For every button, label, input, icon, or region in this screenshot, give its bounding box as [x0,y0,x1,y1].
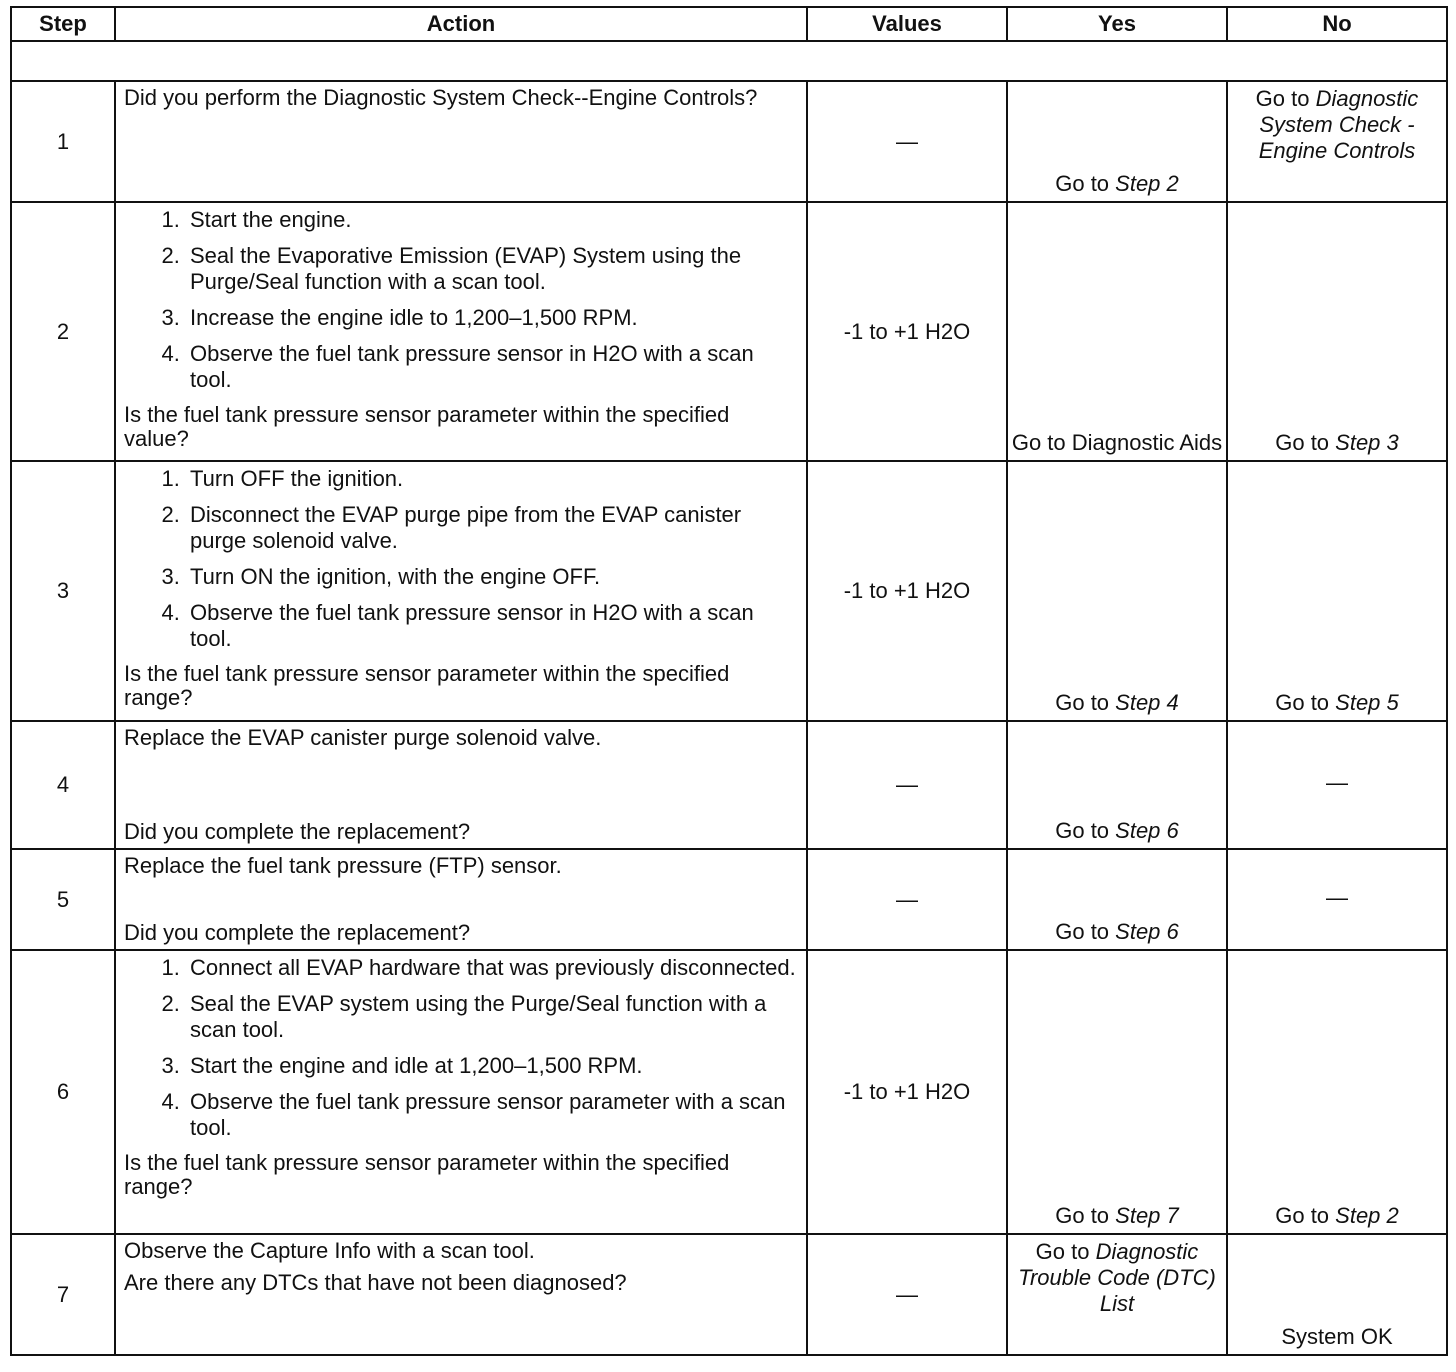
no-cell [1227,461,1447,721]
no-cell [1227,950,1447,1234]
no-prefix: Go to [1275,430,1336,455]
action-text: Did you perform the Diagnostic System Check--Engine Controls? [124,85,758,110]
spacer-cell [11,41,1447,81]
header-step: Step [11,7,115,41]
action-list [124,955,798,1141]
action-item: 3. Turn ON the ignition, with the engine OFF. [186,564,798,590]
no-prefix: Go to [1275,1203,1336,1228]
action-cell [115,81,807,202]
table-row [11,202,1447,461]
values-cell: — [807,721,1007,849]
action-item: 4. Observe the fuel tank pressure sensor parameter with a scan tool. [186,1089,798,1141]
step-cell: 6 [11,950,115,1234]
action-list [124,207,798,393]
table-row [11,950,1447,1234]
action-cell [115,1234,807,1355]
yes-cell[interactable]: Go to Diagnostic Aids [1007,202,1227,461]
action-text: Observe the Capture Info with a scan tool. [124,1238,535,1263]
step-cell: 5 [11,849,115,950]
yes-prefix: Go to [1055,919,1116,944]
no-cell [1227,202,1447,461]
no-prefix: Go to [1255,86,1316,111]
action-question: Did you complete the replacement? [124,819,471,844]
action-item: 4. Observe the fuel tank pressure sensor in H2O with a scan tool. [186,341,798,393]
yes-cell [1007,461,1227,721]
no-link[interactable]: Step 5 [1335,690,1399,715]
action-list [124,466,798,652]
yes-link[interactable]: Step 6 [1115,818,1179,843]
yes-prefix: Go to [1055,1203,1116,1228]
yes-link[interactable]: Step 4 [1115,690,1179,715]
header-no: No [1227,7,1447,41]
values-cell: — [807,81,1007,202]
yes-cell [1007,950,1227,1234]
yes-link[interactable]: Step 7 [1115,1203,1179,1228]
step-cell: 4 [11,721,115,849]
no-cell: System OK [1227,1234,1447,1355]
table-row [11,721,1447,849]
table-row [11,849,1447,950]
action-item: 1. Connect all EVAP hardware that was previously disconnected. [186,955,798,981]
yes-prefix: Go to [1055,818,1116,843]
yes-prefix: Go to [1055,171,1116,196]
no-prefix: Go to [1275,690,1336,715]
spacer-row [11,41,1447,81]
action-item: 2. Seal the Evaporative Emission (EVAP) System using the Purge/Seal function with a scan tool. [186,243,798,295]
step-cell: 2 [11,202,115,461]
no-cell [1227,81,1447,202]
action-text: Replace the fuel tank pressure (FTP) sensor. [124,853,562,878]
values-cell: -1 to +1 H2O [807,202,1007,461]
action-item: 2. Disconnect the EVAP purge pipe from the EVAP canister purge solenoid valve. [186,502,798,554]
action-question: Is the fuel tank pressure sensor parameter within the specified range? [124,1150,730,1199]
yes-cell [1007,721,1227,849]
no-link[interactable]: Step 3 [1335,430,1399,455]
yes-link[interactable]: Step 2 [1115,171,1179,196]
action-question: Are there any DTCs that have not been diagnosed? [124,1270,627,1295]
yes-link[interactable]: Step 6 [1115,919,1179,944]
header-values: Values [807,7,1007,41]
yes-cell [1007,1234,1227,1355]
action-box [124,726,798,844]
action-item: 1. Start the engine. [186,207,798,233]
table-row [11,1234,1447,1355]
action-cell [115,461,807,721]
action-item: 3. Start the engine and idle at 1,200–1,500 RPM. [186,1053,798,1079]
action-item: 2. Seal the EVAP system using the Purge/Seal function with a scan tool. [186,991,798,1043]
action-cell [115,950,807,1234]
values-cell: -1 to +1 H2O [807,461,1007,721]
action-question: Is the fuel tank pressure sensor parameter within the specified value? [124,402,730,451]
action-cell [115,849,807,950]
table-row [11,461,1447,721]
yes-prefix: Go to [1055,690,1116,715]
step-cell: 7 [11,1234,115,1355]
yes-prefix: Go to [1035,1239,1096,1264]
action-question: Is the fuel tank pressure sensor parameter within the specified range? [124,661,730,710]
yes-link[interactable]: Diagnostic Trouble Code (DTC) List [1018,1239,1216,1316]
step-cell: 1 [11,81,115,202]
values-cell: — [807,849,1007,950]
table-row [11,81,1447,202]
yes-cell [1007,81,1227,202]
no-cell: — [1227,721,1447,849]
action-item: 3. Increase the engine idle to 1,200–1,500 RPM. [186,305,798,331]
action-box [124,854,798,945]
step-cell: 3 [11,461,115,721]
header-row [11,7,1447,41]
no-cell: — [1227,849,1447,950]
header-yes: Yes [1007,7,1227,41]
action-question: Did you complete the replacement? [124,920,471,945]
action-cell [115,721,807,849]
values-cell: — [807,1234,1007,1355]
no-link[interactable]: Step 2 [1335,1203,1399,1228]
action-item: 1. Turn OFF the ignition. [186,466,798,492]
no-link[interactable]: Diagnostic System Check - Engine Controls [1258,86,1419,163]
diagnostic-table [10,6,1448,1356]
action-cell [115,202,807,461]
header-action: Action [115,7,807,41]
action-text: Replace the EVAP canister purge solenoid valve. [124,725,602,750]
yes-cell [1007,849,1227,950]
values-cell: -1 to +1 H2O [807,950,1007,1234]
action-item: 4. Observe the fuel tank pressure sensor in H2O with a scan tool. [186,600,798,652]
